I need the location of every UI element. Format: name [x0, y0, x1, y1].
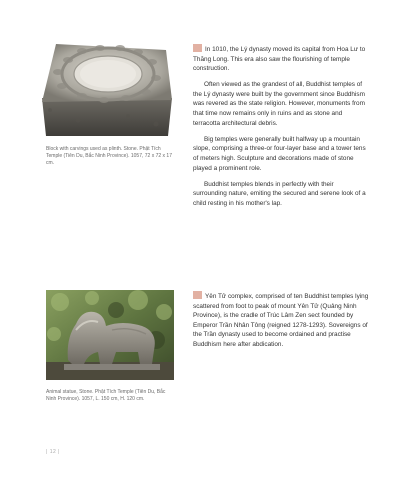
stone-plinth-image	[38, 40, 176, 140]
section2-paragraph-1: Yên Tử complex, comprised of ten Buddhist temples lying scattered from foot to peak of mount Yên Tử (Quảng Ninh Province), is the cradle of Trúc Lâm Zen sect founded by Emperor Trần Nhân Tông (reigned 1278-1293). Sovereigns of the Trần dynasty used to become ordained and practise Buddhism here after abdication.	[193, 293, 369, 348]
section1-paragraph-4: Buddhist temples blends in perfectly with their surrounding nature, emiting the secured and serene look of a child resting in his mother's lap.	[193, 180, 366, 207]
section-yên-tử-text	[193, 291, 369, 356]
section1-paragraph-2: Often viewed as the grandest of all, Buddhist temples of the Lý dynasty were built by the government since Buddhism was revered as the state religion. However, monuments from that time now remains only in ruins and as stone and terracotta architectural debris.	[193, 81, 365, 127]
animal-statue-photo	[46, 290, 174, 380]
section1-paragraph-3: Big temples were generally built halfway up a mountain slope, comprising a three-or four-layer base and a tower tens of meters high. Sculpture and decorations made of stone played a prominent role.	[193, 135, 366, 172]
section-lý-dynasty-text	[193, 44, 369, 215]
stone-plinth-caption: Block with carvings used as plinth. Stone. Phật Tích Temple (Tiên Du, Bắc Ninh Province). 1057, 72 x 72 x 17 cm.	[46, 146, 172, 167]
page-number: | 12 |	[46, 449, 60, 455]
section-marker-icon	[193, 291, 202, 299]
section-marker-icon	[193, 44, 202, 52]
animal-statue-image	[46, 290, 174, 380]
stone-plinth-photo	[38, 40, 176, 140]
animal-statue-caption: Animal statue, Stone. Phật Tích Temple (Tiên Du, Bắc Ninh Province). 1057, L. 150 cm, H. 120 cm.	[46, 389, 166, 403]
section1-paragraph-1: In 1010, the Lý dynasty moved its capital from Hoa Lư to Thăng Long. This era also saw the flourishing of temple construction.	[193, 46, 366, 73]
